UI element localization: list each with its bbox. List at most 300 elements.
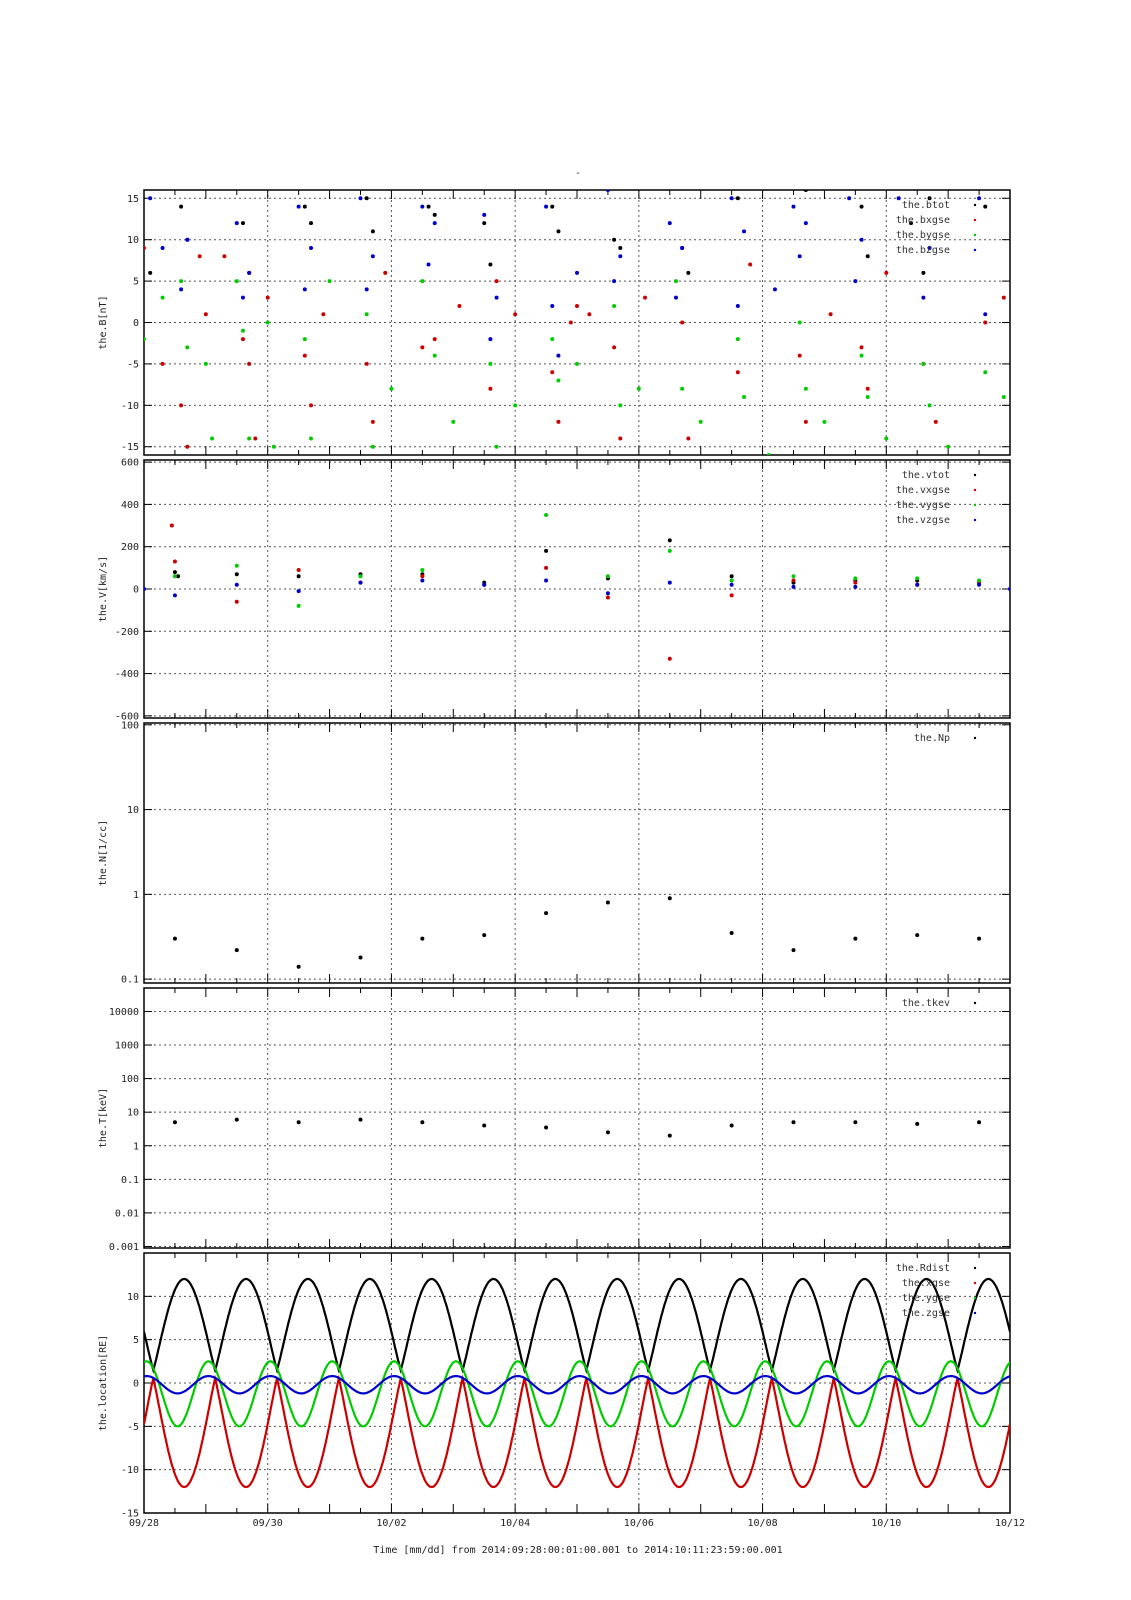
data-point-the.bxgse bbox=[495, 279, 499, 283]
data-point-the.bxgse bbox=[575, 304, 579, 308]
data-point-the.bygse bbox=[185, 345, 189, 349]
data-point-the.vxgse bbox=[606, 595, 610, 599]
panel-5 bbox=[98, 1253, 1010, 1520]
data-point-the.bxgse bbox=[383, 271, 387, 275]
y-tick-label: 400 bbox=[120, 499, 139, 511]
data-point-the.bzgse bbox=[773, 287, 777, 291]
data-point-the.vygse bbox=[544, 513, 548, 517]
data-point-the.btot bbox=[179, 205, 183, 209]
data-point-the.bygse bbox=[680, 387, 684, 391]
data-point-the.vygse bbox=[977, 579, 981, 583]
data-point-the.bxgse bbox=[309, 403, 313, 407]
data-point-the.bygse bbox=[921, 362, 925, 366]
data-point-the.Np bbox=[792, 948, 796, 952]
data-point-the.vygse bbox=[792, 574, 796, 578]
data-point-the.bzgse bbox=[575, 271, 579, 275]
y-tick-label: -400 bbox=[114, 669, 139, 681]
y-tick-label: 1 bbox=[132, 1141, 139, 1153]
data-point-the.btot bbox=[556, 229, 560, 233]
data-point-the.tkev bbox=[977, 1120, 981, 1124]
data-point-the.vzgse bbox=[297, 589, 301, 593]
data-point-the.bzgse bbox=[668, 221, 672, 225]
data-point-the.bzgse bbox=[179, 287, 183, 291]
data-point-the.vzgse bbox=[853, 585, 857, 589]
data-point-the.bxgse bbox=[618, 436, 622, 440]
data-point-the.bygse bbox=[575, 362, 579, 366]
panels bbox=[98, 188, 1025, 1529]
data-point-the.btot bbox=[686, 271, 690, 275]
data-point-the.vygse bbox=[297, 604, 301, 608]
data-point-the.tkev bbox=[235, 1118, 239, 1122]
y-tick-label: 0.1 bbox=[120, 974, 139, 986]
data-point-the.bzgse bbox=[977, 196, 981, 200]
data-point-the.bxgse bbox=[550, 370, 554, 374]
legend-marker bbox=[974, 204, 976, 206]
data-point-the.bzgse bbox=[606, 188, 610, 192]
data-point-the.bxgse bbox=[934, 420, 938, 424]
data-point-the.bygse bbox=[798, 321, 802, 325]
plot-area bbox=[142, 188, 1006, 457]
data-point-the.Np bbox=[606, 901, 610, 905]
x-tick-label: 10/10 bbox=[871, 1518, 902, 1529]
legend-marker bbox=[974, 1267, 976, 1269]
data-point-the.bxgse bbox=[371, 420, 375, 424]
data-point-the.bzgse bbox=[897, 196, 901, 200]
data-point-the.vtot bbox=[668, 538, 672, 542]
data-point-the.bzgse bbox=[792, 205, 796, 209]
data-point-the.vygse bbox=[235, 564, 239, 568]
plot-frame bbox=[144, 988, 1010, 1248]
data-point-the.bxgse bbox=[736, 370, 740, 374]
data-point-the.tkev bbox=[482, 1124, 486, 1128]
data-point-the.btot bbox=[488, 263, 492, 267]
data-point-the.bzgse bbox=[482, 213, 486, 217]
data-point-the.bzgse bbox=[185, 238, 189, 242]
data-point-the.bxgse bbox=[457, 304, 461, 308]
y-tick-label: -10 bbox=[120, 400, 139, 412]
data-point-the.bzgse bbox=[309, 246, 313, 250]
y-tick-label: 0 bbox=[132, 1378, 139, 1390]
data-point-the.tkev bbox=[544, 1125, 548, 1129]
data-point-the.bygse bbox=[822, 420, 826, 424]
series-line-the.Rdist bbox=[144, 1279, 1010, 1370]
legend-marker bbox=[974, 489, 976, 491]
legend-entry: the.Np bbox=[913, 733, 950, 744]
data-point-the.tkev bbox=[420, 1120, 424, 1124]
data-point-the.bzgse bbox=[847, 196, 851, 200]
data-point-the.bxgse bbox=[860, 345, 864, 349]
data-point-the.vtot bbox=[297, 574, 301, 578]
data-point-the.bygse bbox=[266, 321, 270, 325]
y-tick-label: 10 bbox=[126, 1291, 139, 1303]
data-point-the.btot bbox=[866, 254, 870, 258]
y-tick-label: 10 bbox=[126, 805, 139, 817]
data-point-the.tkev bbox=[297, 1120, 301, 1124]
data-point-the.bzgse bbox=[161, 246, 165, 250]
data-point-the.tkev bbox=[606, 1130, 610, 1134]
legend-entry: the.bygse bbox=[895, 230, 950, 241]
data-point-the.bxgse bbox=[643, 296, 647, 300]
data-point-the.bygse bbox=[272, 445, 276, 449]
data-point-the.bxgse bbox=[204, 312, 208, 316]
legend-entry: the.vygse bbox=[895, 500, 950, 511]
data-point-the.bygse bbox=[433, 354, 437, 358]
data-point-the.btot bbox=[804, 188, 808, 192]
data-point-the.tkev bbox=[915, 1122, 919, 1126]
data-point-the.bzgse bbox=[544, 205, 548, 209]
y-tick-label: 10 bbox=[126, 1107, 139, 1119]
data-point-the.bxgse bbox=[142, 246, 146, 250]
data-point-the.bzgse bbox=[921, 296, 925, 300]
legend-entry: the.vtot bbox=[901, 470, 950, 481]
data-point-the.bxgse bbox=[686, 436, 690, 440]
data-point-the.vzgse bbox=[482, 583, 486, 587]
data-point-the.bxgse bbox=[321, 312, 325, 316]
data-point-the.bygse bbox=[767, 453, 771, 457]
x-tick-label: 09/30 bbox=[252, 1518, 283, 1529]
y-tick-label: 0 bbox=[132, 584, 139, 596]
data-point-the.bxgse bbox=[983, 321, 987, 325]
x-tick-label: 10/02 bbox=[376, 1518, 407, 1529]
data-point-the.bxgse bbox=[569, 321, 573, 325]
data-point-the.bxgse bbox=[247, 362, 251, 366]
data-point-the.vygse bbox=[730, 579, 734, 583]
legend-marker bbox=[974, 504, 976, 506]
legend-entry: the.vzgse bbox=[895, 515, 950, 526]
legend-marker bbox=[974, 219, 976, 221]
data-point-the.bygse bbox=[179, 279, 183, 283]
legend-entry: the.xgse bbox=[901, 1278, 950, 1289]
data-point-the.bygse bbox=[371, 445, 375, 449]
data-point-the.bygse bbox=[928, 403, 932, 407]
y-tick-label: 0.1 bbox=[120, 1174, 139, 1186]
data-point-the.bxgse bbox=[884, 271, 888, 275]
data-point-the.bygse bbox=[1002, 395, 1006, 399]
data-point-the.bygse bbox=[328, 279, 332, 283]
data-point-the.btot bbox=[433, 213, 437, 217]
data-point-the.bygse bbox=[365, 312, 369, 316]
data-point-the.bzgse bbox=[674, 296, 678, 300]
data-point-the.vzgse bbox=[1008, 587, 1012, 591]
legend-entry: the.tkev bbox=[901, 998, 950, 1009]
legend-marker bbox=[974, 234, 976, 236]
data-point-the.vzgse bbox=[792, 585, 796, 589]
data-point-the.bxgse bbox=[253, 436, 257, 440]
x-tick-label: 10/06 bbox=[623, 1518, 654, 1529]
x-axis-label: Time [mm/dd] from 2014:09:28:00:01:00.001 to 2014:10:11:23:59:00.001 bbox=[373, 1545, 783, 1556]
data-point-the.bzgse bbox=[420, 205, 424, 209]
data-point-the.btot bbox=[736, 196, 740, 200]
data-point-the.bygse bbox=[309, 436, 313, 440]
data-point-the.vxgse bbox=[544, 566, 548, 570]
data-point-the.bxgse bbox=[198, 254, 202, 258]
data-point-the.bygse bbox=[983, 370, 987, 374]
data-point-the.vtot bbox=[544, 549, 548, 553]
data-point-the.vzgse bbox=[142, 587, 146, 591]
data-point-the.btot bbox=[612, 238, 616, 242]
data-point-the.bygse bbox=[204, 362, 208, 366]
legend-entry: the.bzgse bbox=[895, 245, 950, 256]
data-point-the.Np bbox=[544, 911, 548, 915]
data-point-the.bygse bbox=[556, 378, 560, 382]
panel-3 bbox=[98, 720, 1010, 985]
legend-marker bbox=[974, 1002, 976, 1004]
data-point-the.bygse bbox=[420, 279, 424, 283]
legend-marker bbox=[974, 249, 976, 251]
data-point-the.bxgse bbox=[513, 312, 517, 316]
data-point-the.bygse bbox=[550, 337, 554, 341]
data-point-the.bygse bbox=[235, 279, 239, 283]
data-point-the.bzgse bbox=[148, 196, 152, 200]
data-point-the.btot bbox=[983, 205, 987, 209]
y-axis-label: the.V[km/s] bbox=[98, 555, 109, 623]
data-point-the.bygse bbox=[210, 436, 214, 440]
data-point-the.Np bbox=[173, 937, 177, 941]
data-point-the.vzgse bbox=[730, 583, 734, 587]
data-point-the.bzgse bbox=[860, 238, 864, 242]
data-point-the.bzgse bbox=[371, 254, 375, 258]
data-point-the.Np bbox=[420, 937, 424, 941]
data-point-the.bzgse bbox=[612, 279, 616, 283]
data-point-the.tkev bbox=[359, 1118, 363, 1122]
data-point-the.Np bbox=[853, 937, 857, 941]
data-point-the.vxgse bbox=[170, 524, 174, 528]
data-point-the.vygse bbox=[173, 574, 177, 578]
data-point-the.vtot bbox=[173, 570, 177, 574]
data-point-the.tkev bbox=[853, 1120, 857, 1124]
data-point-the.vzgse bbox=[668, 581, 672, 585]
data-point-the.Np bbox=[235, 948, 239, 952]
y-tick-label: 600 bbox=[120, 457, 139, 469]
data-point-the.vtot bbox=[730, 574, 734, 578]
y-tick-label: 0.001 bbox=[108, 1241, 139, 1253]
data-point-the.bxgse bbox=[488, 387, 492, 391]
data-point-the.bzgse bbox=[798, 254, 802, 258]
data-point-the.bygse bbox=[946, 445, 950, 449]
data-point-the.Np bbox=[977, 937, 981, 941]
data-point-the.vygse bbox=[668, 549, 672, 553]
x-tick-label: 10/04 bbox=[500, 1518, 531, 1529]
data-point-the.btot bbox=[427, 205, 431, 209]
data-point-the.bygse bbox=[742, 395, 746, 399]
data-point-the.Np bbox=[730, 931, 734, 935]
data-point-the.bxgse bbox=[680, 321, 684, 325]
data-point-the.btot bbox=[860, 205, 864, 209]
y-tick-label: -5 bbox=[126, 359, 139, 371]
data-point-the.bzgse bbox=[983, 312, 987, 316]
plot-area bbox=[142, 513, 1012, 661]
x-tick-label: 10/12 bbox=[994, 1518, 1026, 1529]
data-point-the.tkev bbox=[668, 1134, 672, 1138]
data-point-the.vzgse bbox=[359, 581, 363, 585]
data-point-the.bzgse bbox=[556, 354, 560, 358]
data-point-the.bygse bbox=[699, 420, 703, 424]
data-point-the.vxgse bbox=[668, 657, 672, 661]
data-point-the.btot bbox=[550, 205, 554, 209]
panel-4 bbox=[98, 988, 1010, 1253]
data-point-the.bygse bbox=[161, 296, 165, 300]
data-point-the.bygse bbox=[674, 279, 678, 283]
y-tick-label: -600 bbox=[114, 711, 139, 723]
data-point-the.vtot bbox=[235, 572, 239, 576]
y-tick-label: 200 bbox=[120, 542, 139, 554]
y-tick-label: 100 bbox=[120, 1074, 139, 1086]
legend-entry: the.vxgse bbox=[895, 485, 950, 496]
legend-entry: the.zgse bbox=[901, 1308, 950, 1319]
y-axis-label: the.location[RE] bbox=[98, 1334, 109, 1432]
data-point-the.vzgse bbox=[977, 583, 981, 587]
y-tick-label: 0 bbox=[132, 318, 139, 329]
legend-marker bbox=[974, 1282, 976, 1284]
plot-area bbox=[173, 896, 981, 969]
y-tick-label: 5 bbox=[132, 1335, 139, 1347]
data-point-the.vzgse bbox=[606, 591, 610, 595]
data-point-the.bygse bbox=[513, 403, 517, 407]
data-point-the.btot bbox=[241, 221, 245, 225]
data-point-the.bygse bbox=[488, 362, 492, 366]
data-point-the.bxgse bbox=[303, 354, 307, 358]
data-point-the.vzgse bbox=[235, 583, 239, 587]
data-point-the.bxgse bbox=[222, 254, 226, 258]
data-point-the.bzgse bbox=[680, 246, 684, 250]
data-point-the.bzgse bbox=[730, 196, 734, 200]
data-point-the.vzgse bbox=[915, 583, 919, 587]
data-point-the.Np bbox=[915, 933, 919, 937]
data-point-the.btot bbox=[921, 271, 925, 275]
y-tick-label: 5 bbox=[132, 276, 139, 288]
data-point-the.bxgse bbox=[241, 337, 245, 341]
data-point-the.btot bbox=[148, 271, 152, 275]
data-point-the.vygse bbox=[359, 574, 363, 578]
data-point-the.tkev bbox=[792, 1120, 796, 1124]
data-point-the.btot bbox=[618, 246, 622, 250]
data-point-the.bygse bbox=[303, 337, 307, 341]
data-point-the.Np bbox=[297, 965, 301, 969]
y-tick-label: -15 bbox=[120, 1508, 139, 1520]
data-point-the.bygse bbox=[860, 354, 864, 358]
data-point-the.bxgse bbox=[433, 337, 437, 341]
data-point-the.bygse bbox=[451, 420, 455, 424]
legend-marker bbox=[974, 1312, 976, 1314]
data-point-the.bzgse bbox=[853, 279, 857, 283]
data-point-the.vxgse bbox=[235, 600, 239, 604]
legend-entry: the.ygse bbox=[901, 1293, 950, 1304]
y-tick-label: 10 bbox=[126, 235, 139, 247]
data-point-the.vxgse bbox=[420, 574, 424, 578]
data-point-the.bzgse bbox=[247, 271, 251, 275]
data-point-the.bxgse bbox=[179, 403, 183, 407]
y-tick-label: -10 bbox=[120, 1465, 139, 1477]
x-tick-label: 09/28 bbox=[128, 1518, 160, 1529]
figure-title: - bbox=[574, 168, 582, 179]
y-axis-label: the.B[nT] bbox=[98, 295, 109, 350]
data-point-the.bygse bbox=[804, 387, 808, 391]
y-tick-label: -5 bbox=[126, 1421, 139, 1433]
data-point-the.vygse bbox=[915, 576, 919, 580]
data-point-the.bxgse bbox=[266, 296, 270, 300]
data-point-the.bzgse bbox=[742, 229, 746, 233]
data-point-the.bzgse bbox=[495, 296, 499, 300]
legend-marker bbox=[974, 1297, 976, 1299]
data-point-the.bygse bbox=[612, 304, 616, 308]
legend-entry: the.btot bbox=[901, 200, 950, 211]
data-point-the.vygse bbox=[853, 576, 857, 580]
data-point-the.btot bbox=[309, 221, 313, 225]
data-point-the.bxgse bbox=[587, 312, 591, 316]
data-point-the.bzgse bbox=[550, 304, 554, 308]
data-point-the.bzgse bbox=[297, 205, 301, 209]
data-point-the.tkev bbox=[173, 1120, 177, 1124]
data-point-the.vxgse bbox=[853, 581, 857, 585]
data-point-the.bxgse bbox=[804, 420, 808, 424]
legend-marker bbox=[974, 737, 976, 739]
data-point-the.bxgse bbox=[866, 387, 870, 391]
legend-entry: the.Rdist bbox=[895, 1263, 950, 1274]
data-point-the.btot bbox=[371, 229, 375, 233]
data-point-the.bxgse bbox=[748, 263, 752, 267]
data-point-the.bxgse bbox=[612, 345, 616, 349]
panel-2 bbox=[98, 458, 1012, 723]
y-tick-label: 1000 bbox=[114, 1040, 139, 1052]
data-point-the.bxgse bbox=[161, 362, 165, 366]
data-point-the.bzgse bbox=[618, 254, 622, 258]
data-point-the.bygse bbox=[495, 445, 499, 449]
panel-1 bbox=[98, 188, 1010, 457]
x-tick-label: 10/08 bbox=[747, 1518, 778, 1529]
data-point-the.tkev bbox=[730, 1124, 734, 1128]
data-point-the.bxgse bbox=[798, 354, 802, 358]
y-tick-label: 1 bbox=[132, 889, 139, 901]
data-point-the.bzgse bbox=[241, 296, 245, 300]
data-point-the.vzgse bbox=[420, 579, 424, 583]
data-point-the.bxgse bbox=[185, 445, 189, 449]
data-point-the.bxgse bbox=[1002, 296, 1006, 300]
data-point-the.bygse bbox=[884, 436, 888, 440]
plot-frame bbox=[144, 723, 1010, 983]
data-point-the.bygse bbox=[736, 337, 740, 341]
y-axis-label: the.T[keV] bbox=[98, 1087, 109, 1149]
data-point-the.bxgse bbox=[420, 345, 424, 349]
data-point-the.bzgse bbox=[427, 263, 431, 267]
y-tick-label: 0.01 bbox=[114, 1208, 139, 1220]
data-point-the.bygse bbox=[142, 337, 146, 341]
legend-marker bbox=[974, 519, 976, 521]
data-point-the.bzgse bbox=[433, 221, 437, 225]
data-point-the.vxgse bbox=[792, 579, 796, 583]
plot-area bbox=[173, 1118, 981, 1138]
data-point-the.vzgse bbox=[544, 579, 548, 583]
data-point-the.vxgse bbox=[730, 593, 734, 597]
data-point-the.bxgse bbox=[365, 362, 369, 366]
data-point-the.btot bbox=[365, 196, 369, 200]
data-point-the.Np bbox=[668, 896, 672, 900]
data-point-the.bzgse bbox=[303, 287, 307, 291]
data-point-the.vygse bbox=[606, 574, 610, 578]
data-point-the.vzgse bbox=[173, 593, 177, 597]
data-point-the.Np bbox=[482, 933, 486, 937]
y-tick-label: 10000 bbox=[108, 1006, 139, 1018]
data-point-the.bzgse bbox=[804, 221, 808, 225]
data-point-the.bygse bbox=[241, 329, 245, 333]
data-point-the.vxgse bbox=[173, 560, 177, 564]
y-axis-label: the.N[1/cc] bbox=[98, 819, 109, 887]
legend-marker bbox=[974, 474, 976, 476]
data-point-the.vygse bbox=[420, 568, 424, 572]
data-point-the.vxgse bbox=[297, 568, 301, 572]
legend-entry: the.bxgse bbox=[895, 215, 950, 226]
data-point-the.Np bbox=[359, 955, 363, 959]
data-point-the.bzgse bbox=[488, 337, 492, 341]
